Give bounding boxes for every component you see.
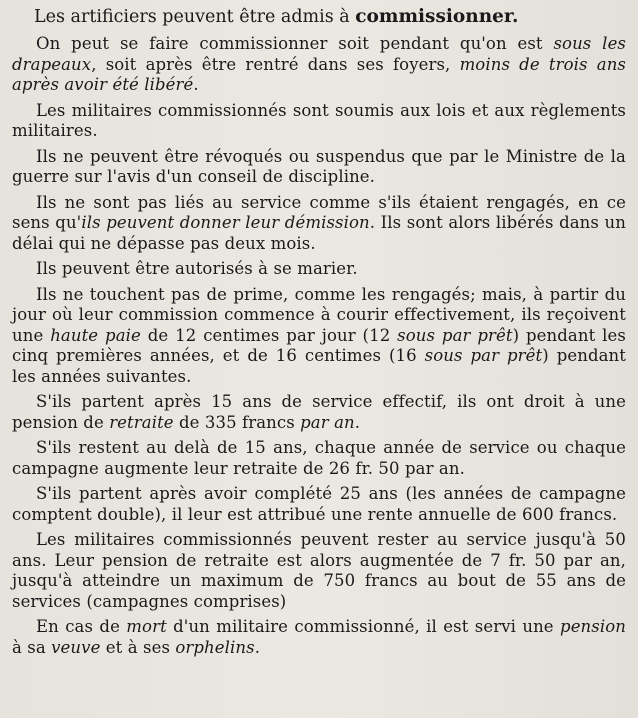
paragraph <box>12 101 626 142</box>
italic-text: veuve <box>51 637 101 657</box>
text-run: . Ils sont alors libérés dans un délai qui ne dépasse pas deux mois. <box>12 213 626 253</box>
paragraph <box>12 392 626 433</box>
text-run: ) pendant les cinq premières années, et de 16 centimes (16 <box>12 325 626 365</box>
italic-text: ils peuvent donner leur démission <box>81 213 370 232</box>
paragraph <box>12 193 626 255</box>
text-run: Ils ne touchent pas de prime, comme les rengagés; mais, à partir du jour où leur commission commence à courir effectivement, ils reçoivent une <box>12 284 626 345</box>
text-run: , soit après être rentré dans ses foyers, <box>91 54 460 74</box>
italic-text: par an <box>300 412 355 432</box>
italic-text: orphelins <box>175 637 255 657</box>
text-run: . <box>193 75 199 94</box>
italic-text: pension <box>560 617 626 636</box>
paragraph <box>12 34 626 96</box>
text-run: de 12 centimes par jour (12 <box>140 325 398 345</box>
paragraph <box>12 438 626 479</box>
text-run: et à ses <box>100 637 176 657</box>
text-run: . <box>254 637 261 657</box>
paragraph <box>12 259 626 280</box>
body-text <box>12 34 626 658</box>
text-run: Ils peuvent être autorisés à se marier. <box>36 259 358 278</box>
page-title <box>12 6 626 28</box>
text-run: S'ils restent au delà de 15 ans, chaque année de service ou chaque campagne augmente leur retraite de 26 fr. 50 par an. <box>12 438 626 478</box>
paragraph <box>12 617 626 658</box>
text-run: d'un militaire commissionné, il est servi une <box>166 617 561 636</box>
italic-text: sous par prêt <box>397 325 513 345</box>
paragraph <box>12 530 626 612</box>
paragraph <box>12 285 626 388</box>
italic-text: mort <box>126 617 167 636</box>
text-run: ) pendant les années suivantes. <box>12 346 626 386</box>
text-run: Les militaires commissionnés peuvent rester au service jusqu'à 50 ans. Leur pension de retraite est alors augmentée de 7 fr. 50 par an, jusqu'à atteindre un maximum de 750 francs au bout de 55 ans de services (campagnes comprises) <box>12 530 626 611</box>
text-run: Les militaires commissionnés sont soumis aux lois et aux règlements militaires. <box>12 100 626 140</box>
text-run: . <box>354 412 361 432</box>
title-bold: commissionner. <box>355 6 519 27</box>
italic-text: moins de trois ans après avoir été libéré <box>12 54 626 94</box>
text-run: à sa <box>12 637 52 657</box>
text-run: On peut se faire commissionner soit pendant qu'on est <box>36 34 554 53</box>
italic-text: sous les drapeaux <box>12 34 626 74</box>
text-run: Ils ne sont pas liés au service comme s'ils étaient rengagés, en ce sens qu' <box>12 192 626 232</box>
text-run: S'ils partent après avoir complété 25 ans (les années de campagne comptent double), il leur est attribué une rente annuelle de 600 francs. <box>12 484 626 524</box>
italic-text: haute paie <box>50 325 141 345</box>
text-run: En cas de <box>36 617 127 636</box>
text-run: de 335 francs <box>173 412 301 432</box>
italic-text: sous par prêt <box>424 346 543 365</box>
paragraph <box>12 147 626 188</box>
italic-text: retraite <box>109 412 174 432</box>
title-prefix: Les artificiers peuvent être admis à <box>34 7 356 27</box>
paragraph <box>12 484 626 525</box>
text-run: Ils ne peuvent être révoqués ou suspendus que par le Ministre de la guerre sur l'avis d'un conseil de discipline. <box>12 146 626 186</box>
text-run: S'ils partent après 15 ans de service effectif, ils ont droit à une pension de <box>12 392 626 432</box>
